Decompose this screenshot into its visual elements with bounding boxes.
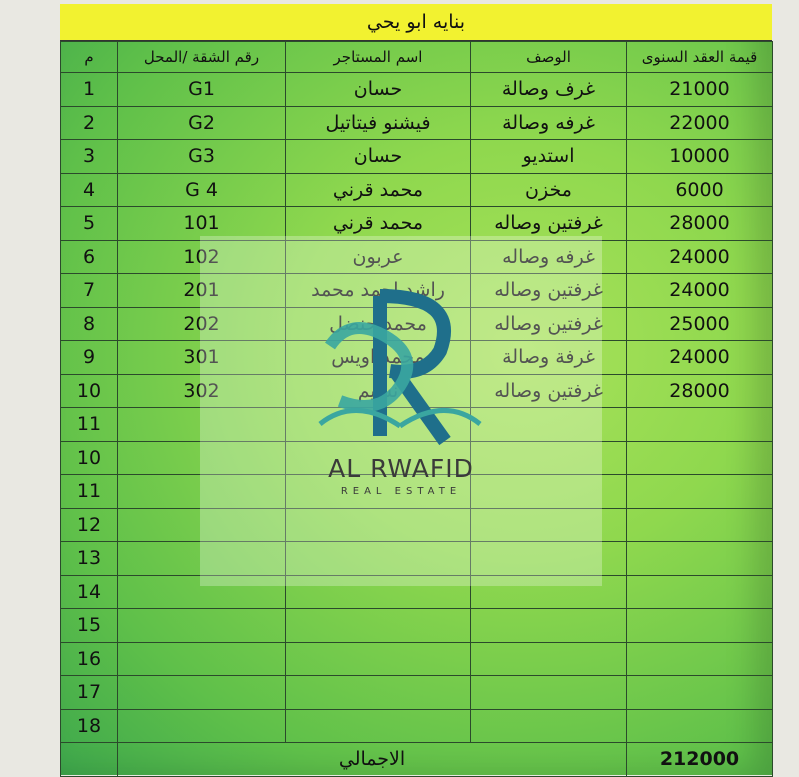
table-row	[61, 140, 773, 174]
header-description: الوصف	[471, 42, 627, 73]
rent-cell	[627, 475, 773, 509]
unit-cell: G3	[118, 140, 286, 174]
header-unit: رقم الشقة /المحل	[118, 42, 286, 73]
rent-cell	[627, 709, 773, 743]
rent-cell: 28000	[627, 207, 773, 241]
description-cell: غرفتين وصاله	[471, 307, 627, 341]
description-cell	[471, 508, 627, 542]
unit-cell: 202	[118, 307, 286, 341]
index-cell: 13	[61, 542, 118, 576]
tenant-cell: فيشنو فيتاتيل	[286, 106, 471, 140]
header-row	[61, 42, 773, 73]
description-cell	[471, 609, 627, 643]
unit-cell	[118, 475, 286, 509]
total-label: الاجمالي	[118, 743, 627, 777]
unit-cell: 101	[118, 207, 286, 241]
unit-cell: 302	[118, 374, 286, 408]
description-cell	[471, 676, 627, 710]
rent-cell	[627, 542, 773, 576]
table-row	[61, 609, 773, 643]
index-cell: 17	[61, 676, 118, 710]
table-row	[61, 73, 773, 107]
description-cell: غرفه وصالة	[471, 106, 627, 140]
index-cell: 2	[61, 106, 118, 140]
table-row	[61, 508, 773, 542]
rent-cell: 24000	[627, 341, 773, 375]
table-row	[61, 173, 773, 207]
table-row	[61, 542, 773, 576]
table-row	[61, 207, 773, 241]
index-cell: 15	[61, 609, 118, 643]
description-cell	[471, 441, 627, 475]
tenant-cell	[286, 408, 471, 442]
rent-cell: 21000	[627, 73, 773, 107]
rent-cell: 10000	[627, 140, 773, 174]
table-row	[61, 575, 773, 609]
unit-cell: 301	[118, 341, 286, 375]
tenant-cell	[286, 575, 471, 609]
unit-cell	[118, 642, 286, 676]
table-row	[61, 274, 773, 308]
index-cell: 5	[61, 207, 118, 241]
sheet-title: بنايه ابو يحي	[60, 4, 772, 41]
rent-cell	[627, 575, 773, 609]
rent-sheet	[60, 4, 772, 775]
table-row	[61, 240, 773, 274]
table-row	[61, 475, 773, 509]
unit-cell	[118, 609, 286, 643]
tenant-cell: عربون	[286, 240, 471, 274]
unit-cell	[118, 542, 286, 576]
description-cell	[471, 408, 627, 442]
unit-cell: G 4	[118, 173, 286, 207]
table-row	[61, 307, 773, 341]
table-row	[61, 676, 773, 710]
tenant-cell: حسان	[286, 140, 471, 174]
unit-cell	[118, 408, 286, 442]
table-row	[61, 408, 773, 442]
index-cell: 8	[61, 307, 118, 341]
unit-cell	[118, 575, 286, 609]
description-cell	[471, 575, 627, 609]
rent-cell	[627, 642, 773, 676]
index-cell: 14	[61, 575, 118, 609]
header-rent: قيمة العقد السنوى	[627, 42, 773, 73]
tenant-cell: محمد قرني	[286, 173, 471, 207]
index-cell: 10	[61, 374, 118, 408]
index-cell: 9	[61, 341, 118, 375]
brand-name: AL RWAFID	[328, 454, 474, 483]
table-row	[61, 642, 773, 676]
tenant-cell: محمد قرني	[286, 207, 471, 241]
unit-cell: G1	[118, 73, 286, 107]
rent-cell: 24000	[627, 274, 773, 308]
total-index-cell	[61, 743, 118, 777]
index-cell: 11	[61, 475, 118, 509]
rent-cell: 6000	[627, 173, 773, 207]
brand-subtitle: REAL ESTATE	[340, 486, 462, 497]
description-cell: غرفتين وصاله	[471, 207, 627, 241]
unit-cell: G2	[118, 106, 286, 140]
description-cell	[471, 709, 627, 743]
table-row	[61, 106, 773, 140]
header-index: م	[61, 42, 118, 73]
index-cell: 6	[61, 240, 118, 274]
table-body	[61, 73, 773, 743]
tenant-cell: محمد اويس	[286, 341, 471, 375]
total-value: 212000	[627, 743, 773, 777]
rent-table	[60, 41, 773, 777]
tenant-cell	[286, 441, 471, 475]
tenant-cell	[286, 642, 471, 676]
unit-cell	[118, 709, 286, 743]
unit-cell: 102	[118, 240, 286, 274]
rent-cell	[627, 441, 773, 475]
description-cell: غرفتين وصاله	[471, 274, 627, 308]
index-cell: 10	[61, 441, 118, 475]
description-cell: غرفتين وصاله	[471, 374, 627, 408]
index-cell: 7	[61, 274, 118, 308]
table-row	[61, 341, 773, 375]
tenant-cell	[286, 676, 471, 710]
index-cell: 11	[61, 408, 118, 442]
rent-cell: 24000	[627, 240, 773, 274]
rent-cell	[627, 609, 773, 643]
header-tenant: اسم المستاجر	[286, 42, 471, 73]
rent-cell: 25000	[627, 307, 773, 341]
table-row	[61, 709, 773, 743]
description-cell: غرفه وصاله	[471, 240, 627, 274]
description-cell: استديو	[471, 140, 627, 174]
rent-cell	[627, 408, 773, 442]
tenant-cell: حسان	[286, 73, 471, 107]
description-cell: غرف وصالة	[471, 73, 627, 107]
unit-cell	[118, 441, 286, 475]
index-cell: 3	[61, 140, 118, 174]
unit-cell	[118, 676, 286, 710]
rent-cell: 22000	[627, 106, 773, 140]
table-row	[61, 441, 773, 475]
tenant-cell: محمد حنضل	[286, 307, 471, 341]
index-cell: 4	[61, 173, 118, 207]
table-row	[61, 374, 773, 408]
tenant-cell	[286, 709, 471, 743]
total-row	[61, 743, 773, 777]
tenant-cell	[286, 609, 471, 643]
description-cell	[471, 475, 627, 509]
index-cell: 18	[61, 709, 118, 743]
index-cell: 1	[61, 73, 118, 107]
tenant-cell: نسيم	[286, 374, 471, 408]
unit-cell	[118, 508, 286, 542]
description-cell: مخزن	[471, 173, 627, 207]
tenant-cell	[286, 508, 471, 542]
tenant-cell	[286, 475, 471, 509]
unit-cell: 201	[118, 274, 286, 308]
rent-cell	[627, 676, 773, 710]
description-cell	[471, 542, 627, 576]
rent-cell: 28000	[627, 374, 773, 408]
description-cell: غرفة وصالة	[471, 341, 627, 375]
index-cell: 16	[61, 642, 118, 676]
tenant-cell: راشد احمد محمد	[286, 274, 471, 308]
index-cell: 12	[61, 508, 118, 542]
rent-cell	[627, 508, 773, 542]
description-cell	[471, 642, 627, 676]
tenant-cell	[286, 542, 471, 576]
